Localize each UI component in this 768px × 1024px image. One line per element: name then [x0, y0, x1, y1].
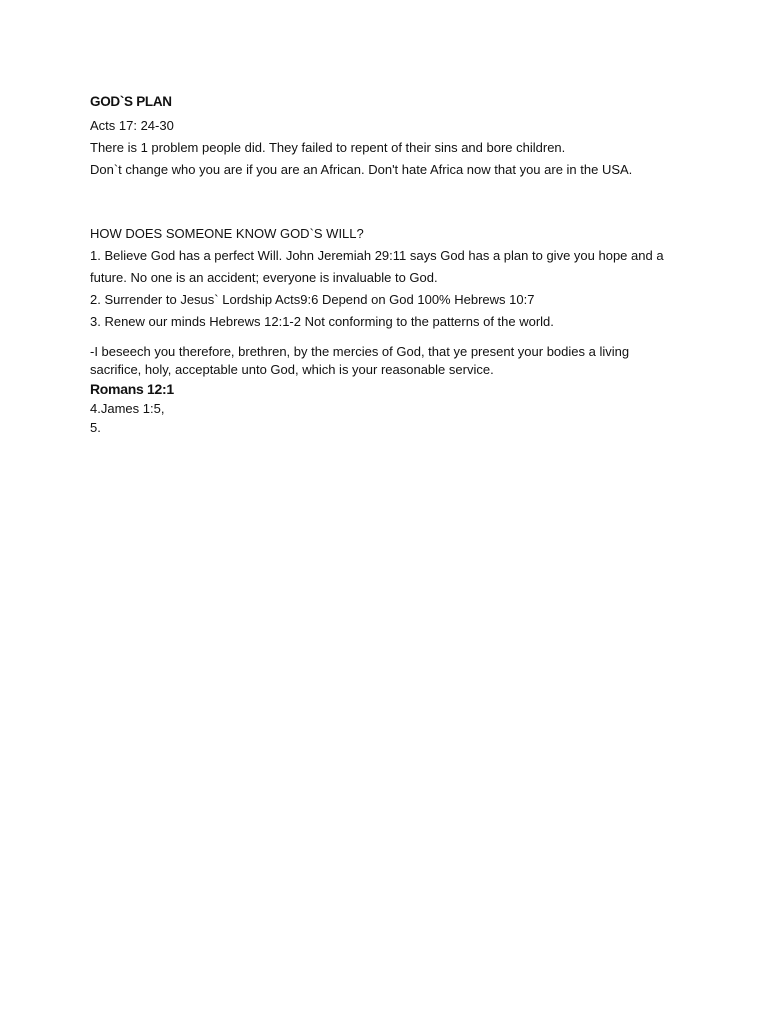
list-item: 4.James 1:5, — [90, 401, 165, 416]
paragraph-line: There is 1 problem people did. They failed to repent of their sins and bore children. — [90, 140, 566, 155]
list-item: 3. Renew our minds Hebrews 12:1-2 Not conforming to the patterns of the world. — [90, 314, 554, 329]
section-heading: HOW DOES SOMEONE KNOW GOD`S WILL? — [90, 226, 364, 241]
spacer — [90, 181, 690, 223]
scripture-reference: Acts 17: 24-30 — [90, 118, 174, 133]
list-item: 5. — [90, 420, 101, 435]
document-body — [90, 93, 690, 437]
paragraph-line: Don`t change who you are if you are an African. Don't hate Africa now that you are in the USA. — [90, 162, 633, 177]
list-item: 1. Believe God has a perfect Will. John Jeremiah 29:11 says God has a plan to give you hope and a future. No one is an accident; everyone is invaluable to God. — [90, 248, 664, 285]
scripture-quote: -I beseech you therefore, brethren, by the mercies of God, that ye present your bodies a living sacrifice, holy, acceptable unto God, which is your reasonable service. — [90, 344, 630, 377]
document-title: GOD`S PLAN — [90, 94, 172, 109]
list-item: 2. Surrender to Jesus` Lordship Acts9:6 Depend on God 100% Hebrews 10:7 — [90, 292, 535, 307]
quote-reference: Romans 12:1 — [90, 381, 174, 397]
